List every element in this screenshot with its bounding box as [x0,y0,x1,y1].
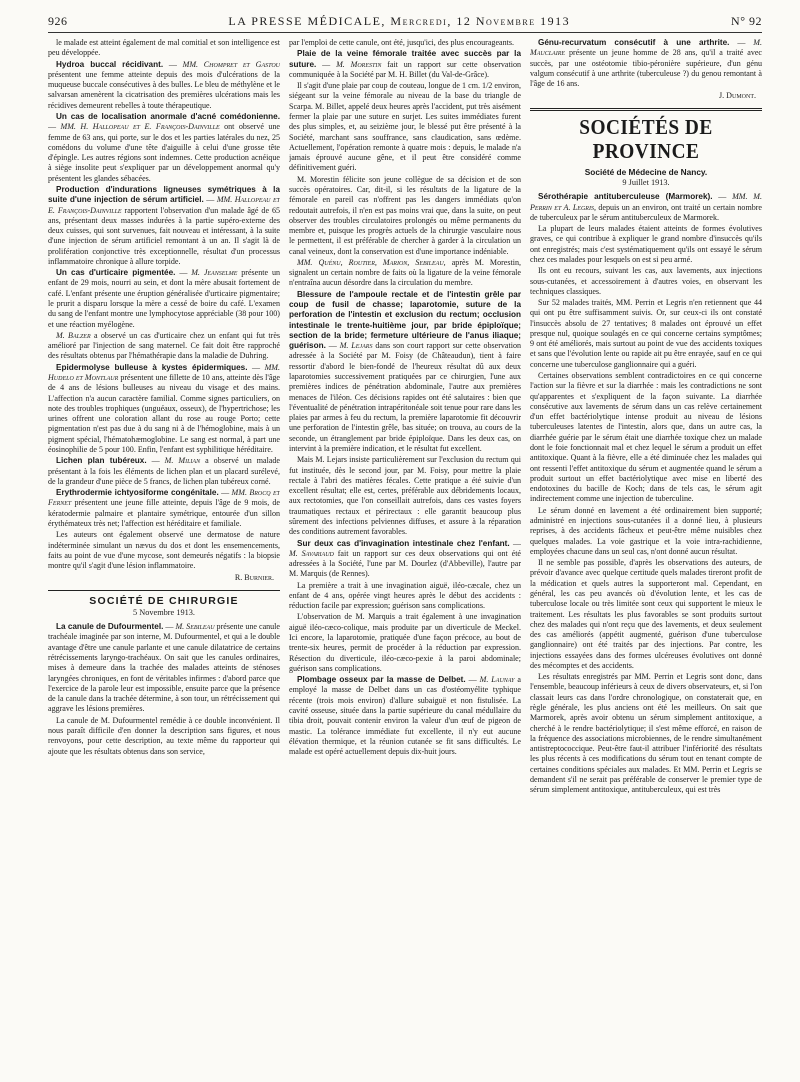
article-heading: Hydroa buccal récidivant. [56,59,164,69]
paragraph-text: Sur 52 malades traités, MM. Perrin et Legris n'en retiennent que 44 qui ont pu être suffisamment suivis. Or, sur ceux-ci ils ont constaté l'insuccès absolu de 27 tentatives; 8 malades ont éprouvé un effet presque nul, quoique soulagés en ce qui concerne certains symptômes; 9 ont été améliorés, mais surtout au point de vue des accidents toxiques et sans que l'évolution lente ou rapide ait pu être enrayée, sauf en ce qui concerne une tuberculose ganglionnaire qui a guéri. [530,298,762,369]
paragraph-text: M. Morestin félicite son jeune collègue de sa décision et de son succès opératoires. Car, dit-il, si les résultats de la ligature de la fémorale en pareil cas n'offrent pas les dangers immédiats qu'on redoutait autrefois, il n'en est pas moins vrai que, dans la suite, on peut observer des troubles circulatoires prolongés ou même permanents du membre et, puisque les progrès actuels de la chirurgie vasculaire nous le permettent, il est préférable de chercher à garder à la circulation un canal veineux, dont la conservation est d'une importance indéniable. [289,174,521,256]
author-names: M. Mauclaire [530,38,762,58]
author-signature: R. Burnier. [234,573,274,583]
author-names: M. Morestin [336,59,382,69]
paragraph-text: le malade est atteint également de mal comitial et son intelligence est peu développée. [48,38,280,58]
paragraph-text: fait un rapport sur ces deux observations qui ont été adressées à la Société, l'une par M. Dourlez (d'Abbeville), l'autre par M. Marquis (de Rennes). [289,548,521,579]
section-title: SOCIÉTÉS DE PROVINCE [579,114,713,163]
article-paragraph [530,266,762,297]
paragraph-text: présentent une femme atteinte depuis des mois d'ulcérations de la muqueuse buccale consécutives à des bulles. Le bleu de méthylène et le salvarsan amenèrent la cicatrisation des premières ulcérations mais les récidives demeurent rebelles à toute thérapeutique. [48,69,280,110]
column-3 [530,38,762,797]
article-paragraph: Blessure de l'ampoule rectale et de l'intestin grêle par coup de fusil de chasse; laparotomie, suture de la perforation de l'intestin et exclusion du rectum; occlusion intestinale le trente-huitième jour, par bride épiploïque; section de la bride; fermeture ultérieure de l'anus iliaque; guérison. — M. Lejars dans son court rapport sur cette observation adressée à la Société par M. Foisy (de Châteaudun), tient à faire ressortir d'abord le bien-fondé de l'heureux résultat dû aux deux laparotomies successivement pratiquées par ce chirurgien, l'une aux premières indices de pénétration abdominale, l'autre aux premières menaces de l'iléon. Ces décisions rapides ont été salutaires : bien que l'éventualité de pénétration intrapéritonéale soit tenue pour rare dans les plaies par armes à feu du rectum, la première laparotomie fit découvrir une perforation de l'intestin grêle, bas située; on trouva, au cours de la seconde, un étranglement par bride épiploïque. Dans les deux cas, on intervint à la première indication, et le résultat fut excellent. [289,289,521,453]
article-heading: Plombage osseux par la masse de Delbet. [297,675,466,685]
article-paragraph [289,38,521,48]
paragraph-text: Mais M. Lejars insiste particulièrement sur l'exclusion du rectum qui fut instituée, dès le second jour, par M. Foisy, pour mettre la plaie rectale à l'abri des matières fécales. Cette pratique a été suivie d'un excellent résultat; elle est, certes, préférable aux débridements locaux, aux rectotomies, que l'on conseillait autrefois, dans ces vastes foyers traumatiques rectaux et périrectaux : elle garantit beaucoup plus sûrement des infections pelviennes diffuses, et assure à la réparation des conditions autrement favorables. [289,455,521,537]
paragraph-text: Il s'agit d'une plaie par coup de couteau, longue de 1 cm. 1/2 environ, siégeant sur la veine fémorale au niveau de la base du triangle de Scarpa. M. Billet, appelé deux heures après l'accident, put très aisément fermer la plaie par une suture en surjet. Les suites immédiates furent des plus simples, et, au seizième jour, le blessé put être présenté à la Société, marchant sans souffrance, sans claudication, sans œdème. Actuellement, l'opération remonte à quatre mois : depuis, le malade n'a jamais éprouvé aucune gêne, et il peut être considéré comme définitivement guéri. [289,81,521,173]
article-paragraph: Lichen plan tubéreux. — M. Milian a observé un malade présentant à la fois les éléments de lichen plan et un placard surélevé, de la grandeur d'une pièce de 5 francs, de lichen plan tubéreux corné. [48,456,280,486]
section-date: 5 Novembre 1913. [133,607,195,617]
article-heading: Un cas d'urticaire pigmentée. [56,268,176,278]
article-paragraph [530,672,762,795]
section-title: SOCIÉTÉ DE CHIRURGIE [89,594,239,607]
paragraph-text: présentent une fillette de 10 ans, atteinte dès l'âge de 4 ans de lésions bulleuses au niveau du visage et des mains. L'affection n'a aucun caractère familial. Comme signes particuliers, on note des troubles trophiques (unguéaux, osseux), de l'hypertrichose; les urines offrent une coloration allant du rose au rouge Porto; cette pigmentation n'est pas due à du sang ni à de l'hémoglobine, mais à un pigment spécial, l'hématohæmoglobine. Le sang est normal, à part une éosinophilie de 5 pour 100. Enfin, l'enfant est syphilitique héréditaire. [48,373,280,454]
article-paragraph: Production d'indurations ligneuses symétriques à la suite d'une injection de sérum artificiel. — MM. Hallopeau et E. François-Dainville rapportent l'observation d'un malade âgé de 65 ans, présentant deux masses indurées à la partie supéro-externe des deux cuisses, qui sont survenues, fait nouveau et intéressant, à la suite d'une injection de sérum artificiel remontant à un an. Il s'agit là de prolifération conjonctive très exceptionnelle, résultat d'un processus inflammatoire chronique à allure torpide. [48,184,280,266]
paragraph-text: Les résultats enregistrés par MM. Perrin et Legris sont donc, dans l'ensemble, beaucoup inférieurs à ceux de divers observateurs, et, si l'on classait leurs cas dans l'ordre chronologique, on constaterait que, en règle générale, les plus anciens ont été les meilleurs. On sait que Marmorek, après avoir obtenu un sérum simplement antitoxique, a cherché à le rendre bactériolytique; il s'est même efforcé, en raison de la fréquence des associations microbiennes, de le rendre simultanément antistreptococcique. Peut-être faut-il attribuer l'infériorité des résultats les plus récents à ces modifications du sérum tout en tenant compte de certaines conditions spéciales aux malades. Et MM. Perrin et Legris se demandent s'il ne serait pas préférable de conserver le premier type de sérum simplement antitoxique, antituberculeux, qui est très [530,672,762,795]
paragraph-text: présente une canule trachéale imaginée par son interne, M. Dufourmentel, et qui a le double avantage d'être une canule parlante et une canule dilatatrice de certains rétrécissements laryngo-trachéaux. On sait que les canules ordinaires, mises à demeure dans la trachée des malades atteints de sténoses laryngées chroniques, en font de véritables infirmes : d'abord parce que l'exercice de la parole leur est impossible, ensuite parce que la présence de la canule dans la trachée détermine, à son tour, un rétrécissement qui aggrave les lésions premières. [48,622,280,714]
author-names: M. Launay [479,675,515,685]
column-1 [48,38,280,797]
article-paragraph [289,175,521,257]
author-names: MM. M. Perrin et A. Legris, [530,192,762,212]
author-names: M. Savariaud [289,548,334,558]
author-names: MM. Hallopeau et E. François-Dainville [48,195,280,215]
author-names: MM. Chompret et Gastou [182,59,280,69]
article-paragraph: Sur deux cas d'invagination intestinale chez l'enfant. — M. Savariaud fait un rapport sur ces deux observations qui ont été adressées à la Société, l'une par M. Dourlez (d'Abbeville), l'autre par M. Marquis (de Rennes). [289,538,521,579]
article-paragraph [289,81,521,174]
article-heading: Génu-recurvatum consécutif à une arthrite. [538,38,730,47]
paragraph-text: dans son court rapport sur cette observation adressée à la Société par M. Foisy (de Châteaudun), tient à faire ressortir d'abord le bien-fondé de l'heureux résultat dû aux deux laparotomies successivement pratiquées par ce chirurgien, l'une aux premières indices de pénétration abdominale, l'autre aux premières menaces de l'iléon. Ces décisions rapides ont été salutaires : bien que l'éventualité de pénétration intrapéritonéale soit tenue pour rare dans les plaies par armes à feu du rectum, la première laparotomie fit découvrir une perforation de l'intestin grêle, bas située; on trouva, au cours de la seconde, un étranglement par bride épiploïque. Dans les deux cas, on intervint à la première indication, et le résultat fut excellent. [289,341,521,453]
paragraph-text: La canule de M. Dufourmentel remédie à ce double inconvénient. Il nous paraît difficile d'en donner la description sans figures, et nous renvoyons, pour cette description, au texte même du rapporteur qui ajoute que les résultats obtenus dans son service, [48,715,280,756]
author-names: M. Lejars [339,341,373,351]
article-heading: Production d'indurations ligneuses symétriques à la suite d'une injection de sérum artificiel. [48,184,280,205]
article-heading: La canule de Dufourmentel. [56,622,164,632]
author-names: M. Sebileau [175,622,215,632]
article-paragraph [289,455,521,537]
article-paragraph: Plaie de la veine fémorale traitée avec succès par la suture. — M. Morestin fait un rapport sur cette observation communiquée à la Société par M. H. Billet (du Val-de-Grâce). [289,49,521,79]
article-paragraph: Hydroa buccal récidivant. — MM. Chompret et Gastou présentent une femme atteinte depuis des mois d'ulcérations de la muqueuse buccale consécutives à des bulles. Le bleu de méthylène et le salvarsan amenèrent la cicatrisation des premières ulcérations mais les récidives demeurent rebelles à toute thérapeutique. [48,59,280,110]
paragraph-text: Ils ont eu recours, suivant les cas, aux lavements, aux injections sous-cutanées, et accessoirement à d'autres voies, en observant les techniques classiques. [530,266,762,296]
section-date: 9 Juillet 1913. [622,177,670,187]
article-paragraph: Epidermolyse bulleuse à kystes épidermiques. — MM. Hudelo et Montlaur présentent une fillette de 10 ans, atteinte dès l'âge de 4 ans de lésions bulleuses au niveau du visage et des mains. L'affection n'a aucun caractère familial. Comme signes particuliers, on note des troubles trophiques (unguéaux, osseux), de l'hypertrichose; les urines offrent une coloration allant du rose au rouge Porto; cette pigmentation n'est pas due à du sang ni à de l'hémoglobine, mais à un pigment spécial, l'hématohæmoglobine. Le sang est normal, à part une éosinophilie de 5 pour 100. Enfin, l'enfant est syphilitique héréditaire. [48,362,280,454]
article-paragraph [530,298,762,370]
article-paragraph: La canule de Dufourmentel. — M. Sebileau présente une canule trachéale imaginée par son interne, M. Dufourmentel, et qui a le double avantage d'être une canule parlante et une canule dilatatrice de certains rétrécissements laryngo-trachéaux. On sait que les canules ordinaires, mises à demeure dans la trachée des malades atteints de sténoses laryngées chroniques, en font de véritables infirmes : d'abord parce que l'exercice de la parole leur est impossible, ensuite parce que la présence de la canule dans la trachée détermine, à son tour, un rétrécissement qui aggrave les lésions premières. [48,622,280,714]
article-heading: Lichen plan tubéreux. [56,456,147,466]
paragraph-text: Certaines observations semblent contradictoires en ce qui concerne l'action sur la fièvre et sur la diarrhée : mais les contradictions ne sont qu'apparentes et s'expliquent de la façon suivante. La diarrhée consécutive aux lavements de sérum dans un cas relève certainement d'un effet bactériolytique intense produit au niveau de lésions tuberculeuses latentes de l'intestin, alors que, dans un autre cas, la diarrhée guérie par le sérum était une diarrhée toxique chez un malade dont le foie fonctionnait mal et chez lequel le sérum a produit un effet antitoxique. Quant à la fièvre, elle a été diminuée chez les malades qui ont ressenti l'effet antitoxique du sérum et augmentée quand le sérum a produit surtout un effet bactériolytique avec mise en liberté des endotoxines du bacille de Koch; dans de tels cas, le sérum agit indirectement comme une injection de tuberculine. [530,371,762,504]
article-heading: Epidermolyse bulleuse à kystes épidermiques. [56,362,248,372]
author-names: MM. Quénu, Routier, Marion, Sebileau, [297,257,446,267]
page-number: 926 [48,14,68,28]
article-paragraph [289,612,521,674]
column-2 [289,38,521,797]
author-names: M. Jeanselme [191,268,238,278]
article-heading: Erythrodermie ichtyosiforme congénitale. [56,488,219,498]
article-paragraph: Un cas d'urticaire pigmentée. — M. Jeanselme présente un enfant de 29 mois, nourri au sein, et dont la mère abusait fortement de café. L'enfant présente une éruption généralisée d'urticaire pigmentaire; le prurit a disparu lorsque la mère a cessé de boire du café. L'examen du sang de l'enfant montre une lymphocytose appréciable (38 pour 100) et une réaction myélogène. [48,268,280,329]
columns [48,38,762,797]
paragraph-text: a observé un cas d'urticaire chez un enfant qui fut très amélioré par l'injection de sang maternel. Ce fait doit être rapproché des résultats obtenus par l'hémathérapie dans la maladie de Duhring. [48,330,280,361]
paragraph-text: présentent une jeune fille atteinte, depuis l'âge de 9 mois, de kératodermie palmaire et plantaire symétrique, entourée d'un sillon érythémateux très net; l'affection est héréditaire et familiale. [48,498,280,528]
paragraph-text: fait un rapport sur cette observation communiquée à la Société par M. H. Billet (du Val-de-Grâce). [289,59,521,79]
article-paragraph [530,371,762,505]
paragraph-text: présente un enfant de 29 mois, nourri au sein, et dont la mère abusait fortement de café. L'enfant présente une éruption généralisée d'urticaire pigmentaire; le prurit a disparu lorsque la mère a cessé de boire du café. L'examen du sang de l'enfant montre une lymphocytose appréciable (38 pour 100) et une réaction myélogène. [48,268,280,329]
paragraph-text: présente un jeune homme de 28 ans, qu'il a traité avec succès, par une ostéotomie tibio-péronière supérieure, d'un génu valgum consécutif à une arthrite (tuberculeuse ?) du genou remontant à l'âge de 16 ans. [530,48,762,89]
article-paragraph: Génu-recurvatum consécutif à une arthrite. — M. Mauclaire présente un jeune homme de 28 ans, qu'il a traité avec succès, par une ostéotomie tibio-péronière supérieure, d'un génu valgum consécutif à une arthrite (tuberculeuse ?) du genou remontant à l'âge de 16 ans. [530,38,762,89]
article-heading: Sérothérapie antituberculeuse (Marmorek). [538,192,713,202]
article-paragraph: Erythrodermie ichtyosiforme congénitale. — MM. Brocq et Fernet présentent une jeune fille atteinte, depuis l'âge de 9 mois, de kératodermie palmaire et plantaire symétrique, entourée d'un sillon érythémateux très net; l'affection est héréditaire et familiale. [48,488,280,528]
article-paragraph [48,38,280,59]
article-heading: Sur deux cas d'invagination intestinale chez l'enfant. [297,538,510,548]
article-paragraph: Sérothérapie antituberculeuse (Marmorek). — MM. M. Perrin et A. Legris, depuis un an environ, ont traité un certain nombre de tuberculeux par le sérum antituberculeux de Marmorek. [530,192,762,222]
paragraph-text: après M. Morestin, signalent un certain nombre de faits où la ligature de la veine fémorale n'entraîna aucun désordre dans la circulation du membre. [289,257,521,288]
article-paragraph [289,581,521,612]
section-divider [48,590,280,591]
paragraph-text: Le sérum donné en lavement a été ordinairement bien supporté; administré en injections sous-cutanées il a donné lieu, à plusieurs reprises, à des accidents fâcheux et peut-être même nuisibles chez quelques malades. La voie gastrique et la voie intra-rachidienne, employées chacune dans un seul cas, n'ont donné aucun résultat. [530,505,762,556]
issue-number: N° 92 [731,14,762,28]
paragraph-text: Il ne semble pas possible, d'après les observations des auteurs, de prévoir d'avance avec quelque certitude quels malades tireront profit de la médication et quels autres la supporteront mal. Cependant, en général, les cas peu avancés où d'évolution lente, et les cas de tuberculose locale ou très limitée sont ceux qui supportent le mieux le traitement. Les résultats les plus favorables se sont produits surtout chez des malades qui n'ont reçu que des lavements, et deux seulement des cas améliorés (appétit augmenté, guérison d'une tuberculose ganglionnaire) ont été traités par des injections. Par contre, les injections essayées dans des formes ulcéreuses évolutives ont donné des mécomptes et des accidents. [530,558,762,670]
page-header [48,14,762,33]
paragraph-text: rapportent l'observation d'un malade âgé de 65 ans, présentant deux masses indurées à la partie supéro-externe des deux cuisses, qui sont survenues, fait nouveau et intéressant, à la suite d'une injection de sérum artificiel remontant à un an. Il s'agit là de prolifération conjonctive très exceptionnelle, résultat d'un processus inflammatoire chronique à allure torpide. [48,205,280,266]
article-paragraph: Plombage osseux par la masse de Delbet. — M. Launay a employé la masse de Delbet dans un cas d'ostéomyélite typhique récente (trois mois environ) d'allure subaiguë et non fistulisée. La cavité osseuse, située dans la partie supérieure du canal médullaire du tibia droit, pouvait contenir environ la valeur d'un œuf de pigeon de mastic. La tolérance immédiate fut excellente, il n'y eut aucune élévation thermique, et la réunion cutanée se fit sans difficultés. Le malade est opéré actuellement depuis dix-huit jours. [289,675,521,757]
paragraph-text: Les auteurs ont également observé une dermatose de nature indéterminée simulant un nævus du dos et dont les ensemencements, faits au point de vue d'une mycose, sont demeurés négatifs : la biopsie montre qu'il s'agit d'une lésion inflammatoire. [48,530,280,571]
paragraph-text: L'observation de M. Marquis a trait également à une invagination aiguë iléo-cæco-colique, mais produite par un diverticule de Meckel. Ici encore, la laparotomie, pratiquée d'une façon précoce, au bout de trente-six heures, permit de procéder à la réduction par expression. Résection du diverticule, iléo-cæco-pexie à la paroi abdominale; guérison sans complications. [289,612,521,673]
paragraph-text: a employé la masse de Delbet dans un cas d'ostéomyélite typhique récente (trois mois environ) d'allure subaiguë et non fistulisée. La cavité osseuse, située dans la partie supérieure du canal médullaire du tibia droit, pouvait contenir environ la valeur d'un œuf de pigeon de mastic. La tolérance immédiate fut excellente, il n'y eut aucune élévation thermique, et la réunion cutanée se fit sans difficultés. Le malade est opéré actuellement depuis dix-huit jours. [289,675,521,757]
paragraph-text: depuis un an environ, ont traité un certain nombre de tuberculeux par le sérum antituberculeux de Marmorek. [530,202,762,222]
author-names: MM. Brocq et Fernet [48,488,280,508]
author-signature: J. Dumont. [719,91,756,101]
article-paragraph [289,258,521,289]
author-names: MM. H. Hallopeau et E. François-Dainville [60,122,220,132]
paragraph-text: ont observé une femme de 63 ans, qui porte, sur le dos et les parties latérales du nez, 25 comédons du volume d'une tête d'aiguille à celui d'une grosse tête d'épingle. Les autres régions sont indemnes. Cette production acnéique à siège insolite peut s'expliquer par un développement anormal qu'y présentent les glandes sébacées. [48,122,280,183]
article-paragraph: Un cas de localisation anormale d'acné comédonienne. — MM. H. Hallopeau et E. François-Dainville ont observé une femme de 63 ans, qui porte, sur le dos et les parties latérales du nez, 25 comédons du volume d'une tête d'aiguille à celui d'une grosse tête d'épingle. Les autres régions sont indemnes. Cette production acnéique à siège insolite peut s'expliquer par un développement anormal qu'y présentent les glandes sébacées. [48,111,280,183]
article-paragraph [530,558,762,671]
paragraph-text: La plupart de leurs malades étaient atteints de formes évolutives graves, ce qui contribue à expliquer le grand nombre d'insuccès qu'ils ont enregistrés; mais c'est systématiquement qu'ils ont essayé le sérum chez ces malades pour lesquels on est si peu armé. [530,224,762,264]
article-paragraph [48,716,280,757]
author-names: M. Milian [164,456,201,466]
paragraph-text: La première a trait à une invagination aiguë, iléo-cæcale, chez un enfant de 4 ans, opérée vingt heures après le début des accidents : réduction facile par expression; guérison sans complications. [289,580,521,611]
article-heading: Plaie de la veine fémorale traitée avec succès par la suture. [289,49,521,69]
author-names: M. Balzer [56,330,91,340]
article-paragraph [48,331,280,362]
article-paragraph [530,224,762,265]
article-paragraph [530,506,762,557]
article-heading: Blessure de l'ampoule rectale et de l'intestin grêle par coup de fusil de chasse; laparotomie, suture de la perforation de l'intestin et exclusion du rectum; occlusion intestinale le trente-huitième jour, par bride épiploïque; section de la bride; fermeture ultérieure de l'anus iliaque; guérison. [289,289,521,351]
article-heading: Un cas de localisation anormale d'acné comédonienne. [56,111,280,121]
paragraph-text: a observé un malade présentant à la fois les éléments de lichen plan et un placard surélevé, de la grandeur d'une pièce de 5 francs, de lichen plan tubéreux corné. [48,456,280,486]
article-paragraph [48,530,280,571]
section-divider [530,108,762,111]
society-name: Société de Médecine de Nancy. [584,166,708,177]
journal-title: LA PRESSE MÉDICALE, Mercredi, 12 Novembre 1913 [228,14,571,28]
paragraph-text: par l'emploi de cette canule, ont été, jusqu'ici, des plus encourageants. [289,38,515,47]
author-names: MM. Hudelo et Montlaur [48,362,280,382]
